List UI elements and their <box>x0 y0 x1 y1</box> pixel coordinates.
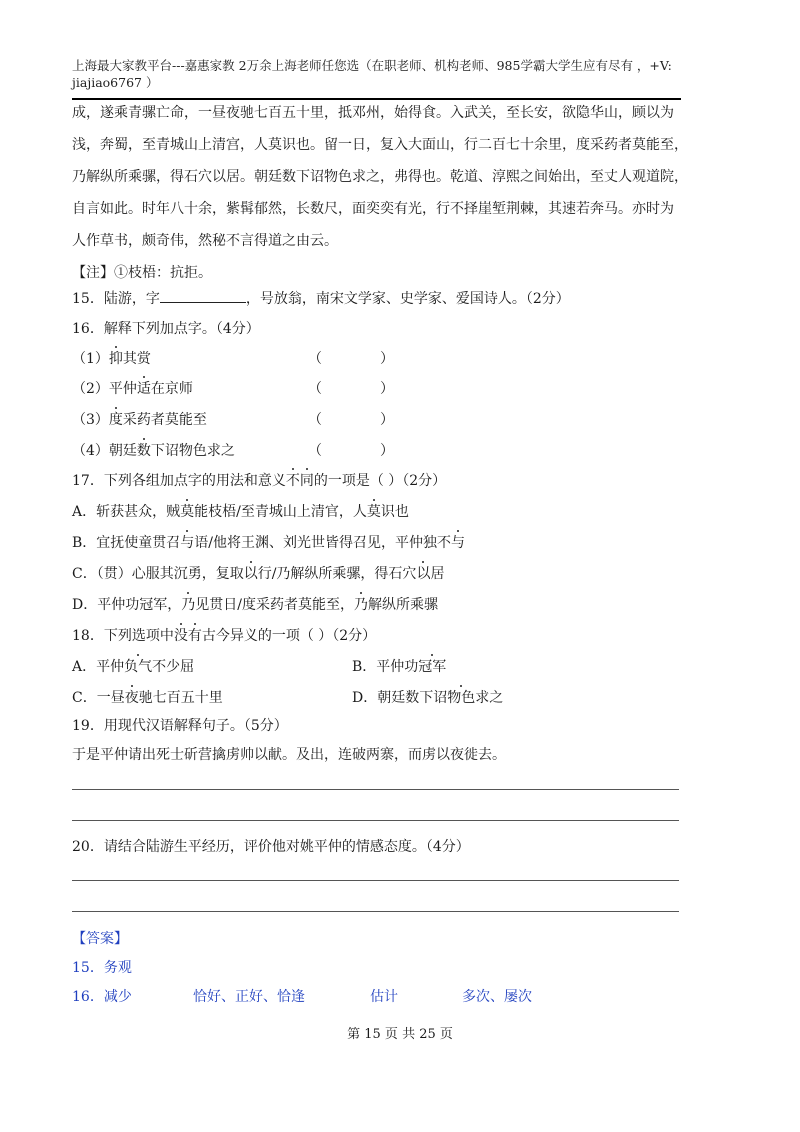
q17-option-c: C．（贯）心服其沉勇，复取以行/乃解纵所乘骡，得石穴以居 <box>72 566 445 582</box>
dotted-char: 抑 <box>108 351 123 367</box>
dotted-char: 与 <box>180 535 195 551</box>
q19-sentence: 于是平仲请出死士斫营擒虏帅以献。及出，连破两寨，而虏以夜徙去。 <box>72 747 506 763</box>
dotted-chars: 物色 <box>447 690 476 706</box>
passage-line-1: 成，遂乘青骡亡命，一昼夜驰七百五十里，抵邓州，始得食。入武关，至长安，欲隐华山，顾以为 <box>72 105 674 121</box>
question-16-stem: 16．解释下列加点字。（4分） <box>72 321 260 337</box>
dotted-char: 乃 <box>353 597 368 613</box>
q16-paren-close-4: ） <box>380 443 394 459</box>
q16-item-4: （4）朝廷数下诏物色求之 <box>72 443 235 459</box>
q19-answer-line-2[interactable] <box>72 820 679 821</box>
answer-15: 15．务观 <box>72 960 132 976</box>
dotted-char: 没 <box>173 628 188 644</box>
passage-line-3: 乃解纵所乘骡，得石穴以居。朝廷数下诏物色求之，弗得也。乾道、淳熙之间始出，至丈人观道院， <box>72 169 688 185</box>
dotted-char: 同 <box>299 473 314 489</box>
dotted-char: 有 <box>187 628 202 644</box>
q17-option-b: B．宜抚使童贯召与语/他将王渊、刘光世皆得召见，平仲独不与 <box>72 535 466 551</box>
q16-paren-open-3: （ <box>308 412 322 428</box>
q17-option-a: A．斩获甚众，贼莫能枝梧/至青城山上清官，人莫识也 <box>72 504 409 520</box>
q18-option-a: A．平仲负气不少屈 <box>72 659 195 675</box>
question-18-stem: 18．下列选项中没有古今异义的一项（ ）（2分） <box>72 628 377 644</box>
page-number: 第 15 页 共 25 页 <box>347 1027 453 1042</box>
dotted-char: 乃 <box>181 597 196 613</box>
dotted-char: 莫 <box>366 504 381 520</box>
q16-paren-open-4: （ <box>308 443 322 459</box>
dotted-char: 数 <box>136 443 151 459</box>
q15-answer-blank[interactable] <box>160 290 246 303</box>
dotted-char: 以 <box>243 566 258 582</box>
answer-16-4: 多次、屡次 <box>462 989 532 1005</box>
q16-paren-close-2: ） <box>380 381 394 397</box>
q16-paren-open-1: （ <box>308 351 322 367</box>
passage-line-2: 浅，奔蜀，至青城山上清宫，人莫识也。留一日，复入大面山，行二百七十余里，度采药者莫能至， <box>72 137 688 153</box>
q16-item-2: （2）平仲适在京师 <box>72 381 193 397</box>
dotted-chars: 冠军 <box>418 659 447 675</box>
dotted-char: 度 <box>108 412 123 428</box>
page-header: 上海最大家教平台---嘉惠家教 2万余上海老师任您选（在职老师、机构老师、985学霸大学生应有尽有 ，+V: jiajiao6767 ） <box>72 58 672 90</box>
header-rule <box>72 98 681 100</box>
dotted-char: 以 <box>416 566 431 582</box>
q19-answer-line-1[interactable] <box>72 789 679 790</box>
annotation-note: 【注】①枝梧：抗拒。 <box>72 265 212 281</box>
q20-answer-line-1[interactable] <box>72 880 679 881</box>
q16-paren-close-3: ） <box>380 412 394 428</box>
dotted-chars: 负气 <box>124 659 153 675</box>
q17-option-d: D．平仲功冠军，乃见贯日/度采药者莫能至，乃解纵所乘骡 <box>72 597 438 613</box>
question-15 <box>72 290 570 308</box>
dotted-char: 与 <box>451 535 466 551</box>
passage-line-5: 人作草书，颇奇伟，然秘不言得道之由云。 <box>72 233 338 249</box>
q16-item-1: （1）抑其赏 <box>72 351 151 367</box>
passage-line-4: 自言如此。时年八十余，紫髯郁然，长数尺，面奕奕有光，行不择崖堑荆棘，其速若奔马。亦时为 <box>72 201 674 217</box>
answers-title: 【答案】 <box>72 931 128 947</box>
question-17-stem: 17．下列各组加点字的用法和意义不同的一项是（ ）（2分） <box>72 473 447 489</box>
dotted-char: 不 <box>285 473 300 489</box>
q20-answer-line-2[interactable] <box>72 911 679 912</box>
q16-paren-open-2: （ <box>308 381 322 397</box>
answer-16-3: 估计 <box>370 989 398 1005</box>
dotted-char: 莫 <box>180 504 195 520</box>
q18-option-c: C．一昼夜驰七百五十里 <box>72 690 223 706</box>
dotted-chars: 夜 <box>124 690 139 706</box>
q18-option-b: B．平仲功冠军 <box>352 659 447 675</box>
question-19-stem: 19．用现代汉语解释句子。（5分） <box>72 718 288 734</box>
q18-option-d: D．朝廷数下诏物色求之 <box>352 690 504 706</box>
q15-suffix: ，号放翁，南宋文学家、史学家、爱国诗人。（2分） <box>245 291 570 307</box>
q16-paren-close-1: ） <box>380 351 394 367</box>
answer-16-1: 16．减少 <box>72 989 132 1005</box>
dotted-char: 适 <box>136 381 151 397</box>
q16-item-3: （3）度采药者莫能至 <box>72 412 207 428</box>
answer-16-2: 恰好、正好、恰逢 <box>193 989 305 1005</box>
question-20-stem: 20．请结合陆游生平经历，评价他对姚平仲的情感态度。（4分） <box>72 839 470 855</box>
q15-prefix: 15．陆游，字 <box>72 291 160 307</box>
